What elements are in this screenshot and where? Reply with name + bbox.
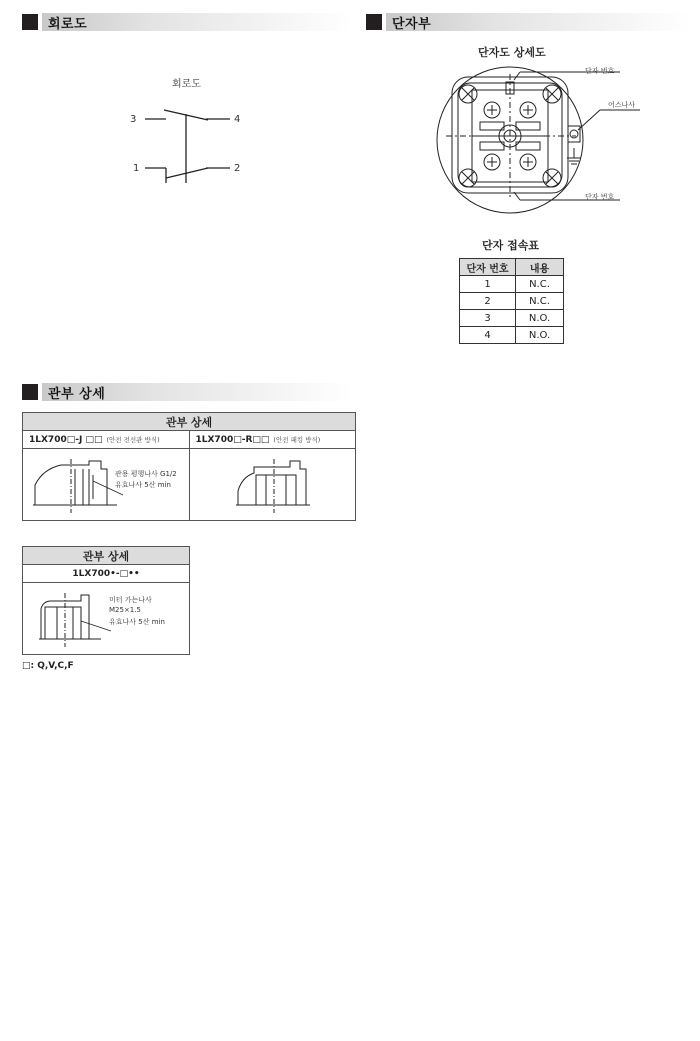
terminal-number-label-bottom: 단자 번호 — [585, 193, 615, 201]
terminal-4-label: 4 — [234, 114, 241, 125]
section-header-conduit — [22, 382, 352, 402]
drawing-row — [23, 449, 355, 520]
table-cell-terminal: 4 — [460, 327, 516, 344]
section-marker — [22, 14, 38, 30]
model-r-note: (안전 패킹 방식) — [273, 436, 321, 444]
section-marker — [366, 14, 382, 30]
terminal-number-label-top: 단자 번호 — [585, 67, 615, 75]
terminal-2-label: 2 — [234, 163, 241, 174]
section-title-circuit: 회로도 — [48, 16, 88, 32]
section-title-terminal: 단자부 — [392, 16, 432, 32]
model-row — [23, 431, 355, 449]
model-r: 1LX700□-R□□ — [195, 434, 270, 445]
table-row — [460, 327, 564, 344]
model-m: 1LX700•-□•• — [72, 568, 140, 579]
legend-note: □: Q,V,C,F — [22, 661, 74, 671]
table-cell-terminal: 1 — [460, 276, 516, 293]
table-row — [460, 276, 564, 293]
table-cell-content: N.O. — [516, 327, 564, 344]
drawing-row — [23, 583, 189, 654]
circuit-diagram — [140, 100, 240, 190]
conduit-drawing-r — [234, 455, 314, 515]
connection-table — [459, 258, 564, 344]
model-cell-r — [189, 431, 356, 448]
conduit-detail-title-2: 관부 상세 — [23, 547, 189, 565]
table-cell-content: N.C. — [516, 293, 564, 310]
terminal-1-label: 1 — [133, 163, 140, 174]
section-header-terminal — [366, 12, 690, 32]
thread-annotation-line1: 관용 평행나사 G1/2 — [115, 470, 177, 478]
terminal-detail-title: 단자도 상세도 — [478, 46, 546, 59]
drawing-cell-m — [23, 583, 189, 654]
thread-annotation-line1: 미터 가는나사 — [109, 596, 152, 604]
model-cell-j — [23, 431, 189, 448]
section-marker — [22, 384, 38, 400]
table-row — [460, 293, 564, 310]
table-cell-terminal: 2 — [460, 293, 516, 310]
table-header-terminal: 단자 번호 — [460, 259, 516, 276]
thread-annotation-line2: 유효나사 5산 min — [115, 481, 171, 489]
table-row — [460, 310, 564, 327]
conduit-detail-title-1: 관부 상세 — [23, 413, 355, 431]
drawing-cell-r — [189, 449, 356, 520]
model-j-note: (안전 전선관 방식) — [106, 436, 160, 444]
table-cell-terminal: 3 — [460, 310, 516, 327]
thread-annotation-line2: M25×1.5 — [109, 606, 141, 614]
earth-screw-label: 어스나사 — [608, 101, 636, 109]
conduit-detail-box-1 — [22, 412, 356, 521]
model-row — [23, 565, 189, 583]
section-title-conduit: 관부 상세 — [48, 386, 106, 402]
connection-table-title: 단자 접속표 — [482, 239, 539, 252]
leader-line — [79, 619, 113, 633]
table-cell-content: N.C. — [516, 276, 564, 293]
model-cell — [23, 565, 189, 582]
terminal-3-label: 3 — [130, 114, 137, 125]
circuit-diagram-label: 회로도 — [172, 79, 201, 90]
drawing-cell-j — [23, 449, 189, 520]
table-header-content: 내용 — [516, 259, 564, 276]
model-j: 1LX700□-J □□ — [29, 434, 103, 445]
conduit-detail-box-2 — [22, 546, 190, 655]
terminal-detail-drawing — [430, 60, 640, 220]
table-cell-content: N.O. — [516, 310, 564, 327]
section-header-circuit — [22, 12, 352, 32]
thread-annotation-line3: 유효나사 5산 min — [109, 618, 165, 626]
